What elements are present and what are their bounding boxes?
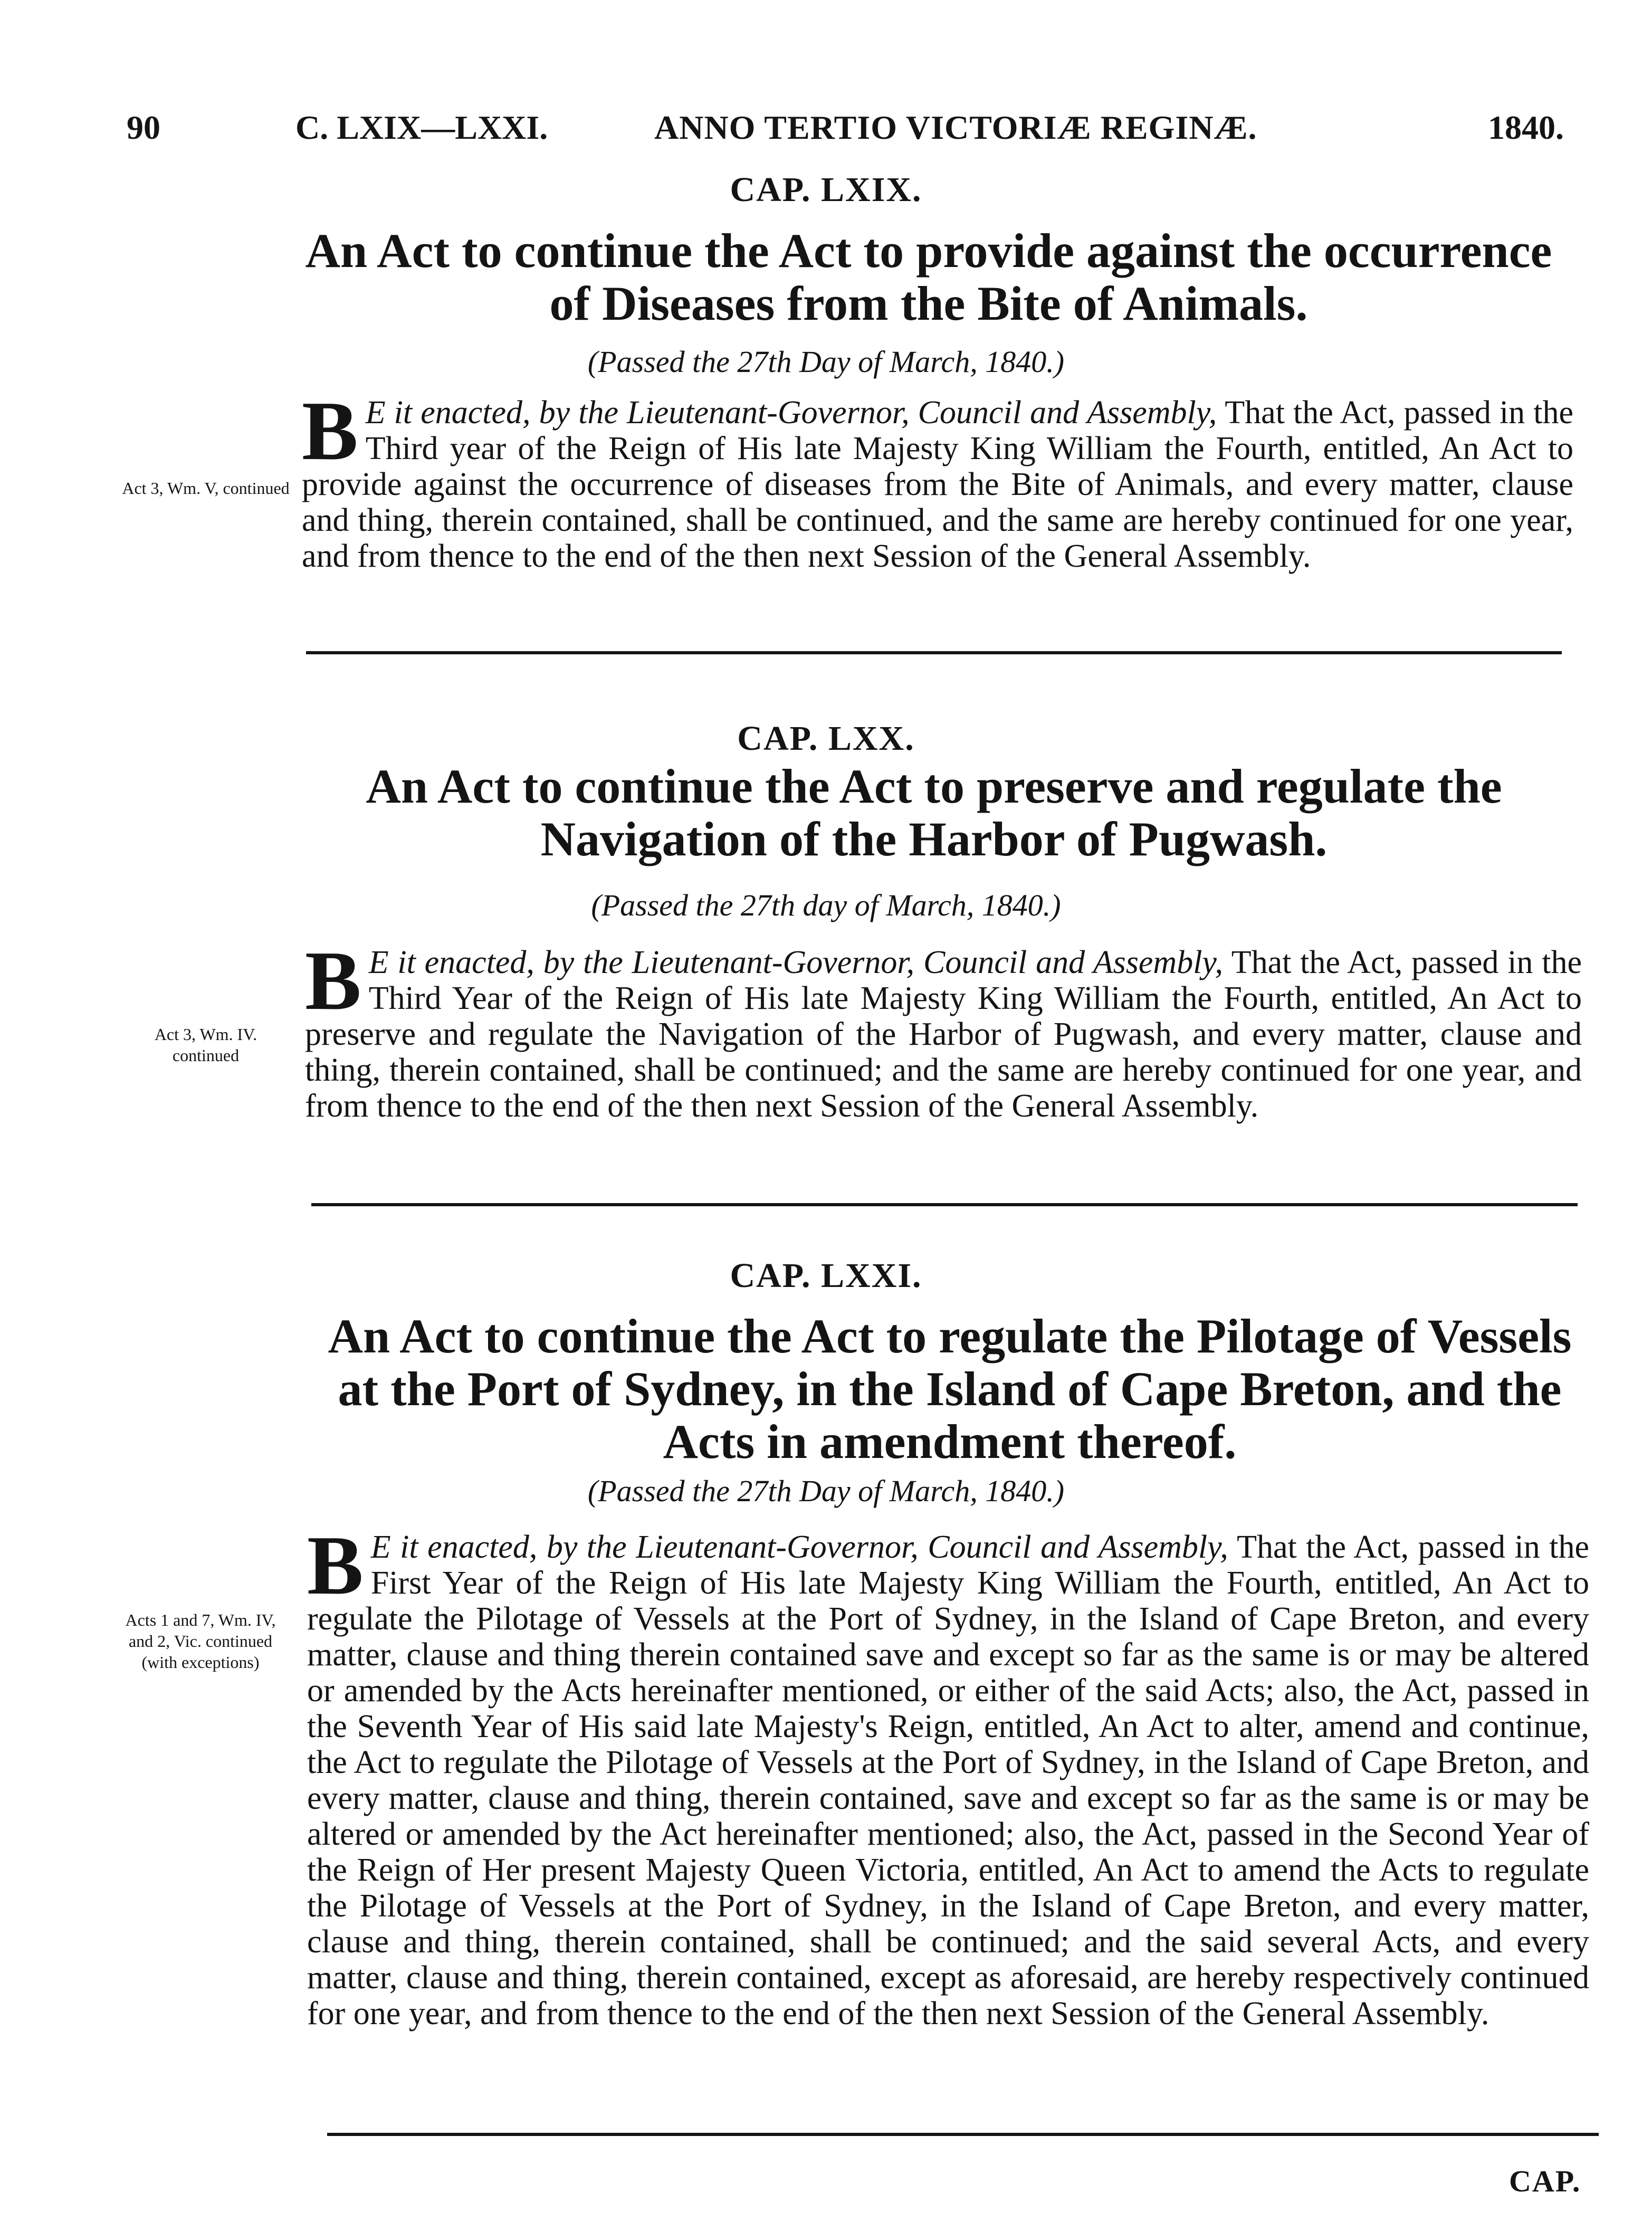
passed-date: (Passed the 27th day of March, 1840.): [591, 888, 1061, 922]
act-body: That the Act, passed in the First Year of the Reign of His late Majesty King William the Fourth, entitled, An Act to regulate the Pilotage of Vessels at the Port of Sydney, in the Island of Cape Breton, and every matter, clause and thing therein contained save and except so far as the same is or may be altered or amended by the Acts hereinafter mentioned, or either of the said Acts; also, the Act, passed in the Seventh Year of His said late Majesty's Reign, entitled, An Act to alter, amend and continue, the Act to regulate the Pilotage of Vessels at the Port of Sydney, in the Island of Cape Breton, and every matter, clause and thing, therein contained, save and except so far as the same is or may be altered or amended by the Act hereinafter mentioned; also, the Act, passed in the Second Year of the Reign of Her present Majesty Queen Victoria, entitled, An Act to amend the Acts to regulate the Pilotage of Vessels at the Port of Sydney, in the Island of Cape Breton, and every matter, clause and thing, therein contained, shall be continued; and the said several Acts, and every matter, clause and thing, therein contained, except as aforesaid, are hereby respectively continued for one year, and from thence to the end of the then next Session of the General Assembly.: [307, 1529, 1589, 2032]
act-title: An Act to continue the Act to provide against the occurrence of Diseases from the Bite of Animals.: [305, 224, 1552, 330]
act-body: That the Act, passed in the Third Year of the Reign of His late Majesty King William the Fourth, entitled, An Act to preserve and regulate the Navigation of the Harbor of Pugwash, and every matter, clause and thing, therein contained, shall be continued; and the same are hereby continued for one year, and from thence to the end of the then next Session of the General Assembly.: [305, 945, 1582, 1124]
marginal-note: Act 3, Wm. IV. continued: [154, 1025, 257, 1065]
enacting-clause: E it enacted, by the Lieutenant-Governor, Council and Assembly,: [370, 1529, 1228, 1565]
act-text: [305, 933, 1582, 1124]
enacting-clause: E it enacted, by the Lieutenant-Governor, Council and Assembly,: [368, 945, 1224, 980]
act-title: An Act to continue the Act to regulate the Pilotage of Vessels at the Port of Sydney, in the Island of Cape Breton, and the Acts in amendment thereof.: [328, 1309, 1572, 1468]
drop-cap: B: [302, 384, 358, 478]
catchword: CAP.: [1509, 2164, 1581, 2198]
cap-heading: CAP. LXIX.: [730, 170, 922, 209]
marginal-note: Acts 1 and 7, Wm. IV, and 2, Vic. continued (with exceptions): [125, 1610, 276, 1672]
act-body: That the Act, passed in the Third year of the Reign of His late Majesty King William the Fourth, entitled, An Act to provide against the occurrence of diseases from the Bite of Animals, and every matter, clause and thing, therein contained, shall be continued, and the same are hereby continued for one year, and from thence to the end of the then next Session of the General Assembly.: [302, 395, 1573, 574]
header-year: 1840.: [1488, 109, 1564, 146]
section-rule: [327, 2133, 1599, 2136]
running-title: ANNO TERTIO VICTORIÆ REGINÆ.: [654, 109, 1257, 146]
section-rule: [311, 1203, 1578, 1206]
drop-cap: B: [307, 1518, 364, 1612]
enacting-clause: E it enacted, by the Lieutenant-Governor, Council and Assembly,: [365, 395, 1217, 431]
cap-heading: CAP. LXXI.: [730, 1256, 922, 1295]
passed-date: (Passed the 27th Day of March, 1840.): [587, 1474, 1065, 1508]
act-text: [302, 384, 1573, 574]
marginal-note: Act 3, Wm. V, continued: [122, 479, 290, 498]
act-title: An Act to continue the Act to preserve and regulate the Navigation of the Harbor of Pugwash.: [366, 759, 1502, 866]
chapter-range: C. LXIX—LXXI.: [295, 109, 548, 146]
page-number: 90: [127, 109, 160, 146]
act-text: [307, 1518, 1589, 2032]
drop-cap: B: [305, 933, 361, 1027]
cap-heading: CAP. LXX.: [737, 719, 915, 758]
passed-date: (Passed the 27th Day of March, 1840.): [587, 345, 1065, 379]
section-rule: [306, 651, 1562, 654]
